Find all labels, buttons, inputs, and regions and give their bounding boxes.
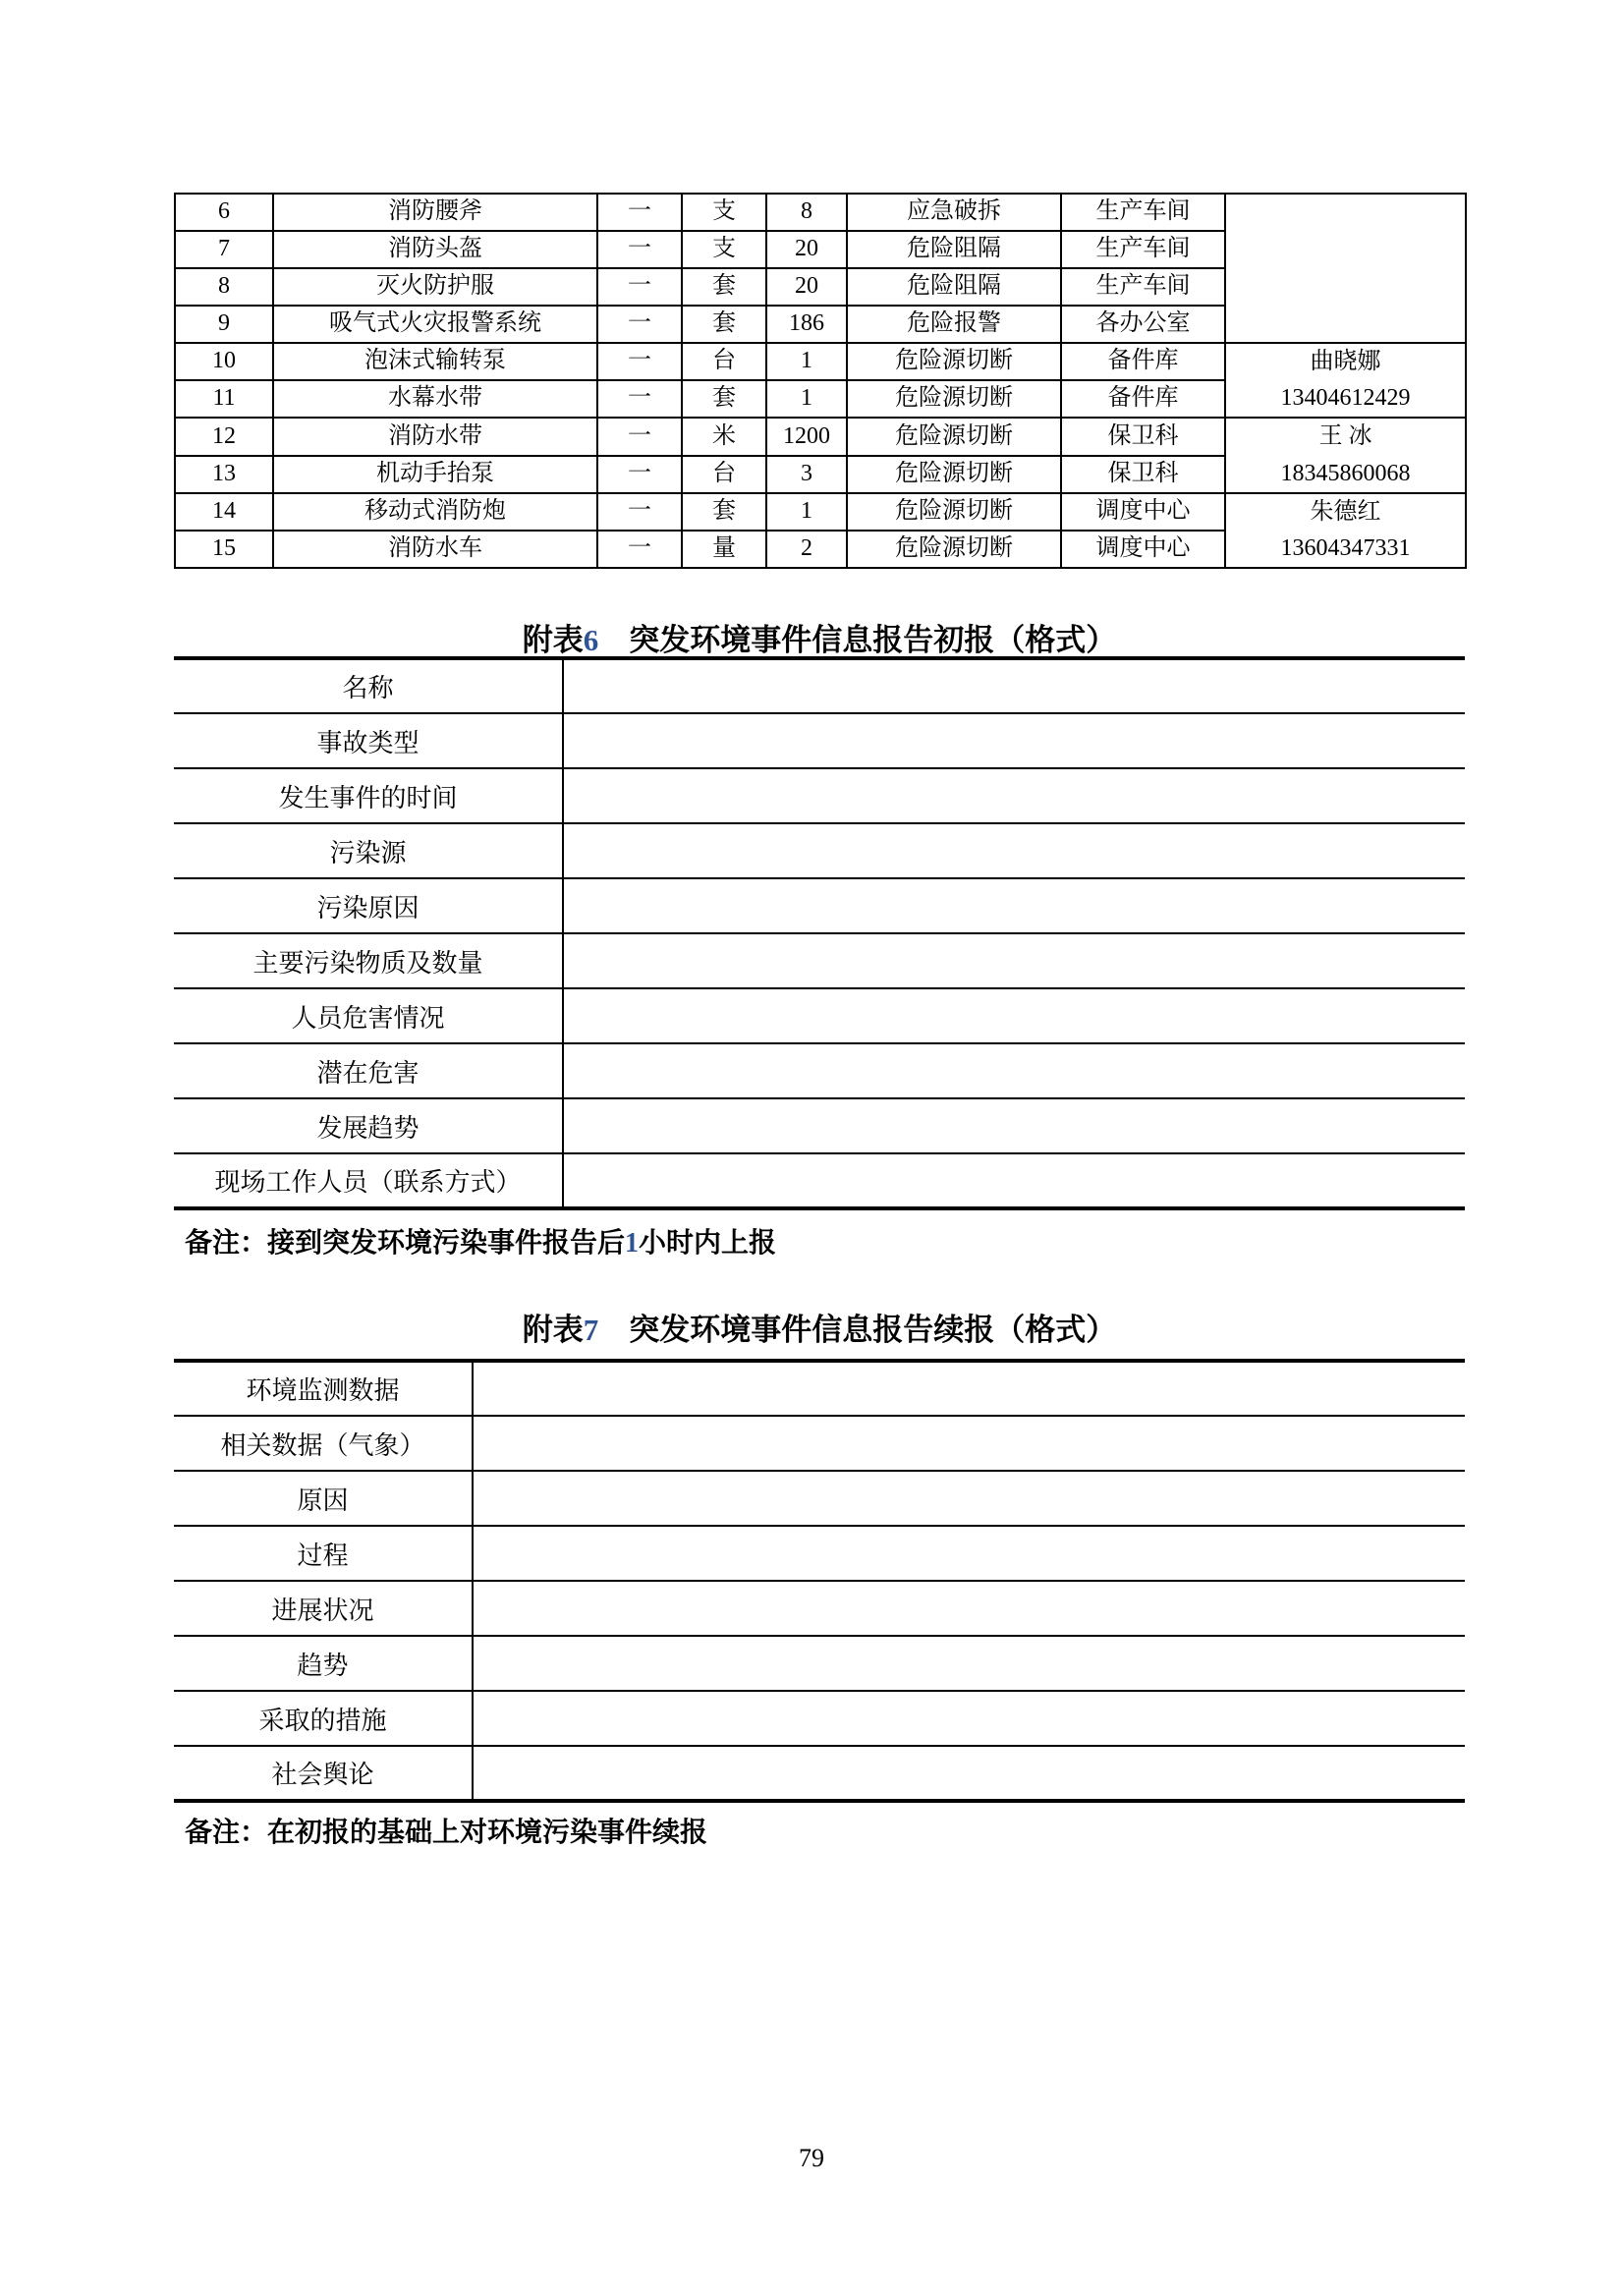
cell-unit: 米: [682, 418, 766, 455]
cell-quantity: 8: [766, 194, 847, 231]
table6-note-prefix: 备注：接到突发环境污染事件报告后: [185, 1228, 626, 1259]
cell-availability: 一: [597, 231, 682, 268]
field-label-cell: 发生事件的时间: [174, 768, 563, 823]
table7-title-text: 突发环境事件信息报告续报（格式）: [598, 1313, 1117, 1347]
field-label-cell: 污染源: [174, 823, 563, 878]
cell-location: 调度中心: [1061, 493, 1225, 531]
cell-purpose: 危险源切断: [847, 493, 1061, 531]
cell-number: 8: [175, 268, 273, 306]
table-row: [174, 1471, 1465, 1526]
cell-number: 10: [175, 343, 273, 380]
field-label-cell: 进展状况: [174, 1581, 473, 1636]
cell-unit: 支: [682, 194, 766, 231]
table-row: [175, 343, 1466, 380]
cell-contact: [1225, 418, 1466, 492]
cell-name: 水幕水带: [273, 380, 597, 418]
table-row: [174, 1526, 1465, 1581]
field-label-cell: 社会舆论: [174, 1746, 473, 1801]
cell-purpose: 危险源切断: [847, 380, 1061, 418]
cell-name: 机动手抬泵: [273, 456, 597, 493]
table-row: [174, 1043, 1465, 1098]
cell-availability: 一: [597, 268, 682, 306]
contact-line: 朱德红: [1310, 498, 1381, 525]
table-row: [174, 823, 1465, 878]
field-value-cell: [563, 933, 1465, 988]
cell-number: 6: [175, 194, 273, 231]
table7-title-number: 7: [583, 1313, 599, 1347]
cell-number: 9: [175, 306, 273, 343]
contact-line: 曲晓娜: [1310, 349, 1381, 374]
cell-contact: [1225, 194, 1466, 343]
field-label-cell: 原因: [174, 1471, 473, 1526]
cell-number: 13: [175, 456, 273, 493]
contact-line: 13604347331: [1280, 534, 1411, 561]
equipment-table: [174, 193, 1467, 569]
table6-note: [185, 1221, 1560, 1260]
contact-line: 13404612429: [1280, 385, 1411, 412]
cell-availability: 一: [597, 493, 682, 531]
field-value-cell: [473, 1526, 1465, 1581]
field-label-cell: 过程: [174, 1526, 473, 1581]
table6-note-suffix: 小时内上报: [639, 1228, 777, 1259]
field-value-cell: [563, 658, 1465, 713]
table-row: [174, 933, 1465, 988]
field-label-cell: 事故类型: [174, 713, 563, 768]
cell-name: 消防水车: [273, 531, 597, 568]
cell-location: 生产车间: [1061, 194, 1225, 231]
cell-unit: 台: [682, 343, 766, 380]
field-value-cell: [473, 1581, 1465, 1636]
table-row: [174, 1416, 1465, 1471]
field-value-cell: [473, 1746, 1465, 1801]
cell-name: 灭火防护服: [273, 268, 597, 306]
cell-purpose: 危险阻隔: [847, 268, 1061, 306]
field-label-cell: 发展趋势: [174, 1098, 563, 1153]
cell-quantity: 186: [766, 306, 847, 343]
table6-title: [174, 615, 1465, 659]
field-label-cell: 污染原因: [174, 878, 563, 933]
cell-availability: 一: [597, 531, 682, 568]
cell-quantity: 20: [766, 231, 847, 268]
cell-location: 保卫科: [1061, 456, 1225, 493]
cell-purpose: 危险报警: [847, 306, 1061, 343]
table7-title-label: 附表: [522, 1313, 584, 1347]
cell-name: 消防头盔: [273, 231, 597, 268]
field-value-cell: [473, 1361, 1465, 1416]
table6-title-text: 突发环境事件信息报告初报（格式）: [598, 623, 1117, 657]
cell-quantity: 1200: [766, 418, 847, 455]
field-label-cell: 相关数据（气象）: [174, 1416, 473, 1471]
cell-contact: [1225, 493, 1466, 568]
field-value-cell: [563, 878, 1465, 933]
cell-location: 调度中心: [1061, 531, 1225, 568]
table-row: [175, 493, 1466, 531]
cell-purpose: 危险源切断: [847, 531, 1061, 568]
cell-number: 15: [175, 531, 273, 568]
cell-quantity: 1: [766, 343, 847, 380]
table-row: [175, 418, 1466, 455]
cell-number: 7: [175, 231, 273, 268]
cell-name: 消防腰斧: [273, 194, 597, 231]
cell-name: 吸气式火灾报警系统: [273, 306, 597, 343]
initial-report-form-table: [174, 656, 1465, 1210]
field-label-cell: 现场工作人员（联系方式）: [174, 1153, 563, 1208]
table7-body: [174, 1361, 1465, 1801]
cell-quantity: 2: [766, 531, 847, 568]
table6-title-number: 6: [583, 623, 599, 657]
table-row: [174, 1746, 1465, 1801]
cell-number: 12: [175, 418, 273, 455]
cell-purpose: 危险源切断: [847, 456, 1061, 493]
field-label-cell: 主要污染物质及数量: [174, 933, 563, 988]
table-row: [175, 194, 1466, 231]
cell-quantity: 1: [766, 380, 847, 418]
cell-unit: 套: [682, 306, 766, 343]
contact-line: 18345860068: [1280, 460, 1411, 486]
cell-availability: 一: [597, 306, 682, 343]
contact-line: 王 冰: [1318, 423, 1372, 450]
table-row: [174, 713, 1465, 768]
table-row: [174, 1636, 1465, 1691]
field-value-cell: [473, 1636, 1465, 1691]
table-row: [174, 1691, 1465, 1746]
cell-unit: 套: [682, 493, 766, 531]
field-label-cell: 名称: [174, 658, 563, 713]
table7-note: 备注：在初报的基础上对环境污染事件续报: [185, 1818, 708, 1848]
cell-unit: 套: [682, 268, 766, 306]
field-value-cell: [473, 1691, 1465, 1746]
cell-quantity: 1: [766, 493, 847, 531]
cell-location: 各办公室: [1061, 306, 1225, 343]
cell-location: 备件库: [1061, 343, 1225, 380]
table6-title-label: 附表: [522, 623, 584, 657]
field-value-cell: [473, 1416, 1465, 1471]
table-row: [174, 878, 1465, 933]
table6-body: [174, 658, 1465, 1208]
field-label-cell: 潜在危害: [174, 1043, 563, 1098]
field-value-cell: [563, 1043, 1465, 1098]
cell-location: 生产车间: [1061, 268, 1225, 306]
cell-name: 移动式消防炮: [273, 493, 597, 531]
field-value-cell: [473, 1471, 1465, 1526]
equipment-table-body: [175, 194, 1466, 568]
field-value-cell: [563, 1098, 1465, 1153]
cell-number: 11: [175, 380, 273, 418]
page-number: 79: [799, 2144, 824, 2172]
cell-location: 生产车间: [1061, 231, 1225, 268]
cell-unit: 支: [682, 231, 766, 268]
table-row: [174, 988, 1465, 1043]
table-row: [174, 1153, 1465, 1208]
cell-purpose: 危险阻隔: [847, 231, 1061, 268]
field-value-cell: [563, 768, 1465, 823]
cell-purpose: 危险源切断: [847, 343, 1061, 380]
field-value-cell: [563, 988, 1465, 1043]
cell-availability: 一: [597, 380, 682, 418]
cell-availability: 一: [597, 343, 682, 380]
cell-number: 14: [175, 493, 273, 531]
cell-purpose: 危险源切断: [847, 418, 1061, 455]
cell-purpose: 应急破拆: [847, 194, 1061, 231]
field-label-cell: 环境监测数据: [174, 1361, 473, 1416]
cell-contact: [1225, 343, 1466, 418]
cell-availability: 一: [597, 194, 682, 231]
cell-location: 保卫科: [1061, 418, 1225, 455]
followup-report-form-table: [174, 1359, 1465, 1803]
cell-unit: 套: [682, 380, 766, 418]
field-value-cell: [563, 713, 1465, 768]
table-row: [174, 1581, 1465, 1636]
table-row: [174, 768, 1465, 823]
cell-name: 消防水带: [273, 418, 597, 455]
cell-unit: 台: [682, 456, 766, 493]
cell-location: 备件库: [1061, 380, 1225, 418]
table7-title: [174, 1305, 1465, 1349]
field-label-cell: 人员危害情况: [174, 988, 563, 1043]
field-value-cell: [563, 1153, 1465, 1208]
table-row: [174, 658, 1465, 713]
table6-note-number: 1: [625, 1228, 640, 1259]
cell-availability: 一: [597, 418, 682, 455]
cell-unit: 量: [682, 531, 766, 568]
field-label-cell: 趋势: [174, 1636, 473, 1691]
cell-quantity: 3: [766, 456, 847, 493]
field-value-cell: [563, 823, 1465, 878]
table-row: [174, 1098, 1465, 1153]
field-label-cell: 采取的措施: [174, 1691, 473, 1746]
cell-availability: 一: [597, 456, 682, 493]
table-row: [174, 1361, 1465, 1416]
cell-name: 泡沫式输转泵: [273, 343, 597, 380]
cell-quantity: 20: [766, 268, 847, 306]
